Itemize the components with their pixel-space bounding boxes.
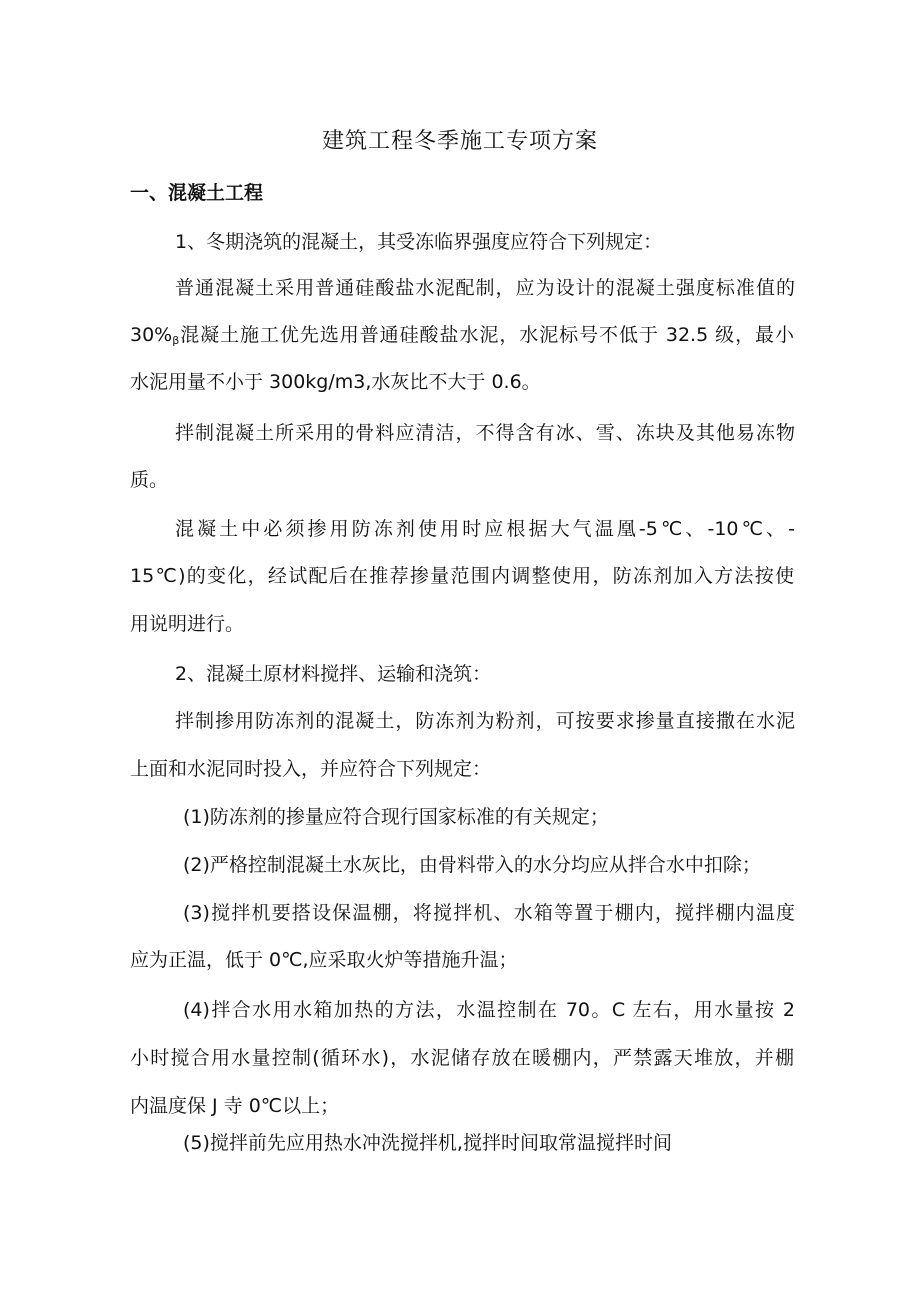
paragraph-3-line-1: 混凝土中必须掺用防冻剂使用时应根据大气温凰-5℃、-10℃、- (175, 518, 795, 540)
paragraph-1-line-2-text: 混凝土施工优先选用普通硅酸盐水泥，水泥标号不低于 32.5 级，最小 (179, 324, 794, 346)
paragraph-3-line-3: 用说明进行。 (130, 613, 245, 635)
paragraph-2-line-2: 质。 (130, 469, 169, 491)
paragraph-3-line-2: 15℃)的变化，经试配后在推荐掺量范围内调整使用，防冻剂加入方法按使 (130, 565, 794, 587)
rule-5: (5)搅拌前先应用热水冲洗搅拌机,搅拌时间取常温搅拌时间 (183, 1132, 672, 1154)
item-2-title: 2、混凝土原材料搅拌、运输和浇筑： (175, 663, 492, 685)
rule-3-line-2: 应为正温，低于 0℃,应采取火炉等措施升温； (130, 949, 518, 971)
paragraph-4-line-2: 上面和水泥同时投入，并应符合下列规定： (130, 758, 492, 780)
rule-2: (2)严格控制混凝土水灰比，由骨料带入的水分均应从拌合水中扣除； (183, 854, 761, 876)
paragraph-4-line-1: 拌制掺用防冻剂的混凝土，防冻剂为粉剂，可按要求掺量直接撒在水泥 (175, 710, 795, 732)
paragraph-1-line-3: 水泥用量不小于 300kg∕m3,水灰比不大于 0.6。 (130, 371, 541, 393)
subscript-mark: β (172, 334, 180, 347)
section-heading: 一、混凝土工程 (130, 182, 264, 204)
rule-4-line-1: (4)拌合水用水箱加热的方法，水温控制在 70。C 左右，用水量按 2 (183, 999, 795, 1021)
rule-3-line-1: (3)搅拌机要搭设保温棚，将搅拌机、水箱等置于棚内，搅拌棚内温度 (183, 902, 795, 924)
rule-4-line-3: 内温度保 J 寺 0℃以上； (130, 1095, 340, 1117)
rule-4-line-2: 小时搅合用水量控制(循环水)，水泥储存放在暖棚内，严禁露天堆放，并棚 (130, 1047, 794, 1069)
rule-1: (1)防冻剂的掺量应符合现行国家标准的有关规定； (183, 806, 609, 828)
document-title: 建筑工程冬季施工专项方案 (321, 129, 598, 154)
paragraph-1-line-2 (130, 321, 794, 355)
paragraph-1-line-1: 普通混凝土采用普通硅酸盐水泥配制，应为设计的混凝土强度标准值的 (175, 277, 795, 299)
percent-value: 30% (130, 324, 173, 346)
paragraph-2-line-1: 拌制混凝土所采用的骨料应清洁，不得含有冰、雪、冻块及其他易冻物 (175, 422, 795, 444)
item-1-title: 1、冬期浇筑的混凝土，其受冻临界强度应符合下列规定： (175, 231, 663, 253)
